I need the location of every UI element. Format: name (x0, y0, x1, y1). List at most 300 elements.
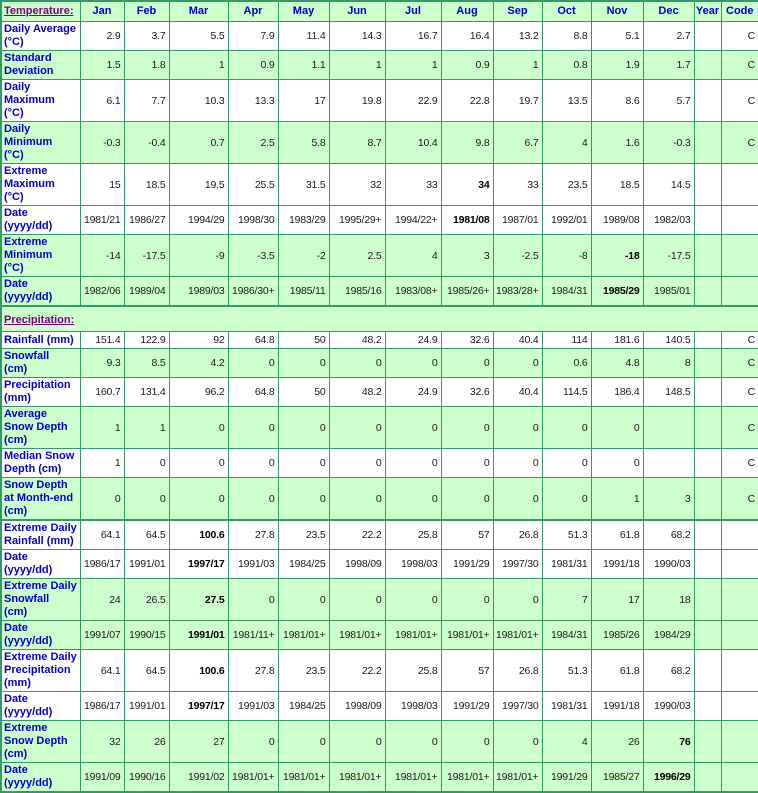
value-cell: 1991/09 (80, 763, 124, 793)
value-cell: 1986/17 (80, 692, 124, 721)
value-cell: 1986/27 (124, 206, 169, 235)
value-cell: 1 (591, 478, 643, 521)
row-snow-depth-month-end (1, 478, 758, 521)
value-cell: 0 (441, 579, 493, 621)
row-standard-deviation (1, 51, 758, 80)
value-cell: 1986/30+ (228, 277, 278, 307)
value-cell: 8.6 (591, 80, 643, 122)
value-cell: 5.1 (591, 22, 643, 51)
row-precipitation (1, 378, 758, 407)
value-cell: 24 (80, 579, 124, 621)
value-cell: 1981/08 (441, 206, 493, 235)
column-header-jul: Jul (385, 1, 441, 22)
value-cell: 1984/31 (542, 621, 591, 650)
code-cell (721, 650, 758, 692)
row-label-daily-minimum: Daily Minimum (°C) (1, 122, 80, 164)
value-cell: 19.8 (329, 80, 385, 122)
column-header-feb: Feb (124, 1, 169, 22)
code-cell (721, 277, 758, 307)
code-cell: C (721, 332, 758, 349)
value-cell: 0 (385, 478, 441, 521)
column-header-code: Code (721, 1, 758, 22)
value-cell: 1981/01+ (329, 763, 385, 793)
value-cell: 1994/29 (169, 206, 228, 235)
value-cell: 13.2 (493, 22, 542, 51)
year-cell (694, 407, 721, 449)
code-cell: C (721, 349, 758, 378)
value-cell: 26 (124, 721, 169, 763)
row-extreme-daily-rainfall-date (1, 550, 758, 579)
value-cell: 0 (228, 579, 278, 621)
year-cell (694, 550, 721, 579)
value-cell: 1991/29 (542, 763, 591, 793)
column-header-may: May (278, 1, 329, 22)
year-cell (694, 579, 721, 621)
value-cell: 48.2 (329, 378, 385, 407)
value-cell: 24.9 (385, 332, 441, 349)
value-cell: 0 (493, 349, 542, 378)
value-cell: 5.7 (643, 80, 694, 122)
column-header-apr: Apr (228, 1, 278, 22)
value-cell: 61.8 (591, 650, 643, 692)
code-cell: C (721, 51, 758, 80)
value-cell: 1981/01+ (441, 621, 493, 650)
value-cell: 1986/17 (80, 550, 124, 579)
value-cell: 1 (80, 449, 124, 478)
value-cell: 2.5 (228, 122, 278, 164)
value-cell: 4 (385, 235, 441, 277)
value-cell: 1995/29+ (329, 206, 385, 235)
value-cell: 0 (278, 407, 329, 449)
row-label-extreme-daily-precipitation-date: Date (yyyy/dd) (1, 692, 80, 721)
value-cell: 0 (385, 579, 441, 621)
value-cell: 1985/16 (329, 277, 385, 307)
row-label-extreme-snow-depth-date: Date (yyyy/dd) (1, 763, 80, 793)
value-cell: 1 (80, 407, 124, 449)
year-cell (694, 763, 721, 793)
value-cell: 22.2 (329, 650, 385, 692)
code-cell (721, 550, 758, 579)
value-cell: 1997/30 (493, 550, 542, 579)
value-cell: 31.5 (278, 164, 329, 206)
value-cell: 151.4 (80, 332, 124, 349)
value-cell: 0 (228, 721, 278, 763)
year-cell (694, 206, 721, 235)
value-cell: 34 (441, 164, 493, 206)
code-cell (721, 235, 758, 277)
value-cell: 2.7 (643, 22, 694, 51)
value-cell: 18.5 (591, 164, 643, 206)
value-cell: -0.4 (124, 122, 169, 164)
value-cell: 0 (441, 478, 493, 521)
value-cell: 1984/25 (278, 550, 329, 579)
code-cell (721, 520, 758, 550)
code-cell: C (721, 122, 758, 164)
value-cell: 0.9 (441, 51, 493, 80)
value-cell: 26.8 (493, 520, 542, 550)
value-cell: 114 (542, 332, 591, 349)
temperature-section-header (1, 1, 80, 22)
row-extreme-daily-precipitation (1, 650, 758, 692)
value-cell: 0 (169, 449, 228, 478)
value-cell: 7 (542, 579, 591, 621)
table-header-row (1, 1, 758, 22)
value-cell: 1 (124, 407, 169, 449)
value-cell: 100.6 (169, 650, 228, 692)
row-extreme-snow-depth-date (1, 763, 758, 793)
value-cell: 1991/02 (169, 763, 228, 793)
value-cell: 7.9 (228, 22, 278, 51)
column-header-aug: Aug (441, 1, 493, 22)
value-cell: 26 (591, 721, 643, 763)
value-cell: 1981/31 (542, 692, 591, 721)
row-label-extreme-minimum: Extreme Minimum (°C) (1, 235, 80, 277)
value-cell: 0 (278, 449, 329, 478)
value-cell: 1991/01 (169, 621, 228, 650)
value-cell: 0 (385, 349, 441, 378)
value-cell: 3.7 (124, 22, 169, 51)
column-header-jun: Jun (329, 1, 385, 22)
value-cell: 0.6 (542, 349, 591, 378)
row-extreme-daily-snowfall-date (1, 621, 758, 650)
code-cell (721, 579, 758, 621)
value-cell: 1981/01+ (278, 621, 329, 650)
value-cell: 33 (493, 164, 542, 206)
row-extreme-maximum-date (1, 206, 758, 235)
year-cell (694, 478, 721, 521)
column-header-mar: Mar (169, 1, 228, 22)
value-cell: 4 (542, 122, 591, 164)
value-cell: 0 (169, 478, 228, 521)
code-cell: C (721, 478, 758, 521)
row-label-extreme-maximum-date: Date (yyyy/dd) (1, 206, 80, 235)
value-cell: 1990/03 (643, 550, 694, 579)
value-cell: 40.4 (493, 378, 542, 407)
value-cell: 13.5 (542, 80, 591, 122)
value-cell: 25.5 (228, 164, 278, 206)
value-cell: -2 (278, 235, 329, 277)
value-cell: 0 (329, 579, 385, 621)
value-cell: 1985/29 (591, 277, 643, 307)
value-cell: 0 (441, 449, 493, 478)
row-snowfall (1, 349, 758, 378)
value-cell: 1994/22+ (385, 206, 441, 235)
value-cell: 0.8 (542, 51, 591, 80)
value-cell: 25.8 (385, 520, 441, 550)
value-cell: 1981/01+ (385, 621, 441, 650)
value-cell: -0.3 (80, 122, 124, 164)
value-cell: 0 (441, 407, 493, 449)
value-cell: -18 (591, 235, 643, 277)
value-cell: -3.5 (228, 235, 278, 277)
value-cell: 4.8 (591, 349, 643, 378)
value-cell: 32 (329, 164, 385, 206)
value-cell: 1981/31 (542, 550, 591, 579)
code-cell (721, 206, 758, 235)
year-cell (694, 22, 721, 51)
value-cell: 0 (278, 579, 329, 621)
column-header-year: Year (694, 1, 721, 22)
value-cell: 27.5 (169, 579, 228, 621)
value-cell: 1992/01 (542, 206, 591, 235)
value-cell (643, 449, 694, 478)
value-cell: 8.8 (542, 22, 591, 51)
value-cell: 1998/09 (329, 550, 385, 579)
value-cell: 0 (542, 478, 591, 521)
row-daily-average (1, 22, 758, 51)
value-cell: 0 (169, 407, 228, 449)
value-cell: 0 (493, 478, 542, 521)
value-cell: 1998/09 (329, 692, 385, 721)
value-cell: 4.2 (169, 349, 228, 378)
value-cell: 0 (278, 478, 329, 521)
row-label-standard-deviation: Standard Deviation (1, 51, 80, 80)
value-cell (643, 407, 694, 449)
value-cell: 1996/29 (643, 763, 694, 793)
value-cell: 23.5 (278, 650, 329, 692)
value-cell: 14.5 (643, 164, 694, 206)
value-cell: 51.3 (542, 520, 591, 550)
row-label-snow-depth-month-end: Snow Depth at Month-end (cm) (1, 478, 80, 521)
value-cell: 4 (542, 721, 591, 763)
year-cell (694, 650, 721, 692)
value-cell: 32.6 (441, 332, 493, 349)
value-cell: 1 (493, 51, 542, 80)
value-cell: 1.8 (124, 51, 169, 80)
value-cell: 50 (278, 332, 329, 349)
value-cell: 13.3 (228, 80, 278, 122)
year-cell (694, 449, 721, 478)
value-cell: 76 (643, 721, 694, 763)
value-cell: 3 (441, 235, 493, 277)
value-cell: 1985/26 (591, 621, 643, 650)
value-cell: 17 (278, 80, 329, 122)
value-cell: 22.2 (329, 520, 385, 550)
value-cell: 1998/30 (228, 206, 278, 235)
value-cell: 14.3 (329, 22, 385, 51)
code-cell: C (721, 407, 758, 449)
value-cell: 1982/03 (643, 206, 694, 235)
year-cell (694, 332, 721, 349)
row-extreme-minimum (1, 235, 758, 277)
value-cell: 64.1 (80, 520, 124, 550)
value-cell: 1981/01+ (385, 763, 441, 793)
value-cell: 51.3 (542, 650, 591, 692)
code-cell: C (721, 378, 758, 407)
code-cell: C (721, 22, 758, 51)
value-cell: 1989/03 (169, 277, 228, 307)
value-cell: 1.6 (591, 122, 643, 164)
row-label-extreme-daily-rainfall-date: Date (yyyy/dd) (1, 550, 80, 579)
value-cell: 160.7 (80, 378, 124, 407)
value-cell: 1991/29 (441, 692, 493, 721)
year-cell (694, 378, 721, 407)
value-cell: 48.2 (329, 332, 385, 349)
value-cell: 1985/11 (278, 277, 329, 307)
row-label-snowfall: Snowfall (cm) (1, 349, 80, 378)
value-cell: 1990/16 (124, 763, 169, 793)
year-cell (694, 122, 721, 164)
row-label-average-snow-depth: Average Snow Depth (cm) (1, 407, 80, 449)
row-extreme-daily-snowfall (1, 579, 758, 621)
value-cell: 1.1 (278, 51, 329, 80)
year-cell (694, 80, 721, 122)
code-cell (721, 763, 758, 793)
value-cell: 0 (278, 721, 329, 763)
value-cell: -17.5 (124, 235, 169, 277)
row-average-snow-depth (1, 407, 758, 449)
code-cell (721, 164, 758, 206)
value-cell: -17.5 (643, 235, 694, 277)
value-cell: 1981/01+ (329, 621, 385, 650)
value-cell: 1989/04 (124, 277, 169, 307)
year-cell (694, 692, 721, 721)
code-cell: C (721, 80, 758, 122)
row-extreme-minimum-date (1, 277, 758, 307)
value-cell: 0 (329, 721, 385, 763)
value-cell: 0 (385, 721, 441, 763)
value-cell: 68.2 (643, 520, 694, 550)
row-extreme-maximum (1, 164, 758, 206)
value-cell: 15 (80, 164, 124, 206)
value-cell: 1981/01+ (493, 621, 542, 650)
column-header-sep: Sep (493, 1, 542, 22)
value-cell: 1983/28+ (493, 277, 542, 307)
value-cell: 27.8 (228, 650, 278, 692)
value-cell: 0 (591, 449, 643, 478)
value-cell: 1987/01 (493, 206, 542, 235)
value-cell: 0 (329, 478, 385, 521)
value-cell: 1991/29 (441, 550, 493, 579)
value-cell: 19.7 (493, 80, 542, 122)
value-cell: 0 (228, 407, 278, 449)
value-cell: 131.4 (124, 378, 169, 407)
value-cell: 7.7 (124, 80, 169, 122)
value-cell: 1982/06 (80, 277, 124, 307)
year-cell (694, 349, 721, 378)
value-cell: 1997/17 (169, 692, 228, 721)
value-cell: 64.8 (228, 378, 278, 407)
value-cell: 140.5 (643, 332, 694, 349)
value-cell: 1990/15 (124, 621, 169, 650)
value-cell: 40.4 (493, 332, 542, 349)
value-cell: 19.5 (169, 164, 228, 206)
value-cell: 57 (441, 520, 493, 550)
value-cell: 16.4 (441, 22, 493, 51)
value-cell: 1 (329, 51, 385, 80)
value-cell: 0.9 (228, 51, 278, 80)
value-cell: 5.8 (278, 122, 329, 164)
row-label-rainfall: Rainfall (mm) (1, 332, 80, 349)
value-cell: 3 (643, 478, 694, 521)
column-header-jan: Jan (80, 1, 124, 22)
value-cell: 186.4 (591, 378, 643, 407)
value-cell: 0 (493, 721, 542, 763)
value-cell: 1985/27 (591, 763, 643, 793)
value-cell: 2.5 (329, 235, 385, 277)
value-cell: 1981/11+ (228, 621, 278, 650)
value-cell: 1991/01 (124, 692, 169, 721)
year-cell (694, 721, 721, 763)
value-cell: 1991/18 (591, 550, 643, 579)
value-cell: 0 (385, 449, 441, 478)
value-cell: 1991/03 (228, 550, 278, 579)
precipitation-section-link[interactable]: Precipitation: (4, 314, 75, 326)
value-cell: 0 (329, 407, 385, 449)
value-cell: 0 (542, 407, 591, 449)
value-cell: 18 (643, 579, 694, 621)
value-cell: 0 (124, 478, 169, 521)
value-cell: 64.1 (80, 650, 124, 692)
value-cell: 5.5 (169, 22, 228, 51)
value-cell: 68.2 (643, 650, 694, 692)
row-extreme-snow-depth (1, 721, 758, 763)
value-cell: 122.9 (124, 332, 169, 349)
value-cell: 25.8 (385, 650, 441, 692)
value-cell: 0 (124, 449, 169, 478)
value-cell: 61.8 (591, 520, 643, 550)
value-cell: 9.3 (80, 349, 124, 378)
value-cell: 22.8 (441, 80, 493, 122)
row-label-extreme-maximum: Extreme Maximum (°C) (1, 164, 80, 206)
value-cell: -8 (542, 235, 591, 277)
value-cell: 1998/03 (385, 550, 441, 579)
value-cell: 92 (169, 332, 228, 349)
value-cell: 64.5 (124, 520, 169, 550)
value-cell: 0 (228, 449, 278, 478)
value-cell: 23.5 (278, 520, 329, 550)
row-extreme-daily-rainfall (1, 520, 758, 550)
value-cell: 1983/29 (278, 206, 329, 235)
value-cell: 1991/03 (228, 692, 278, 721)
value-cell: 1981/01+ (441, 763, 493, 793)
value-cell: 1985/26+ (441, 277, 493, 307)
row-label-extreme-daily-rainfall: Extreme Daily Rainfall (mm) (1, 520, 80, 550)
row-label-extreme-daily-precipitation: Extreme Daily Precipitation (mm) (1, 650, 80, 692)
value-cell: 64.5 (124, 650, 169, 692)
value-cell: 16.7 (385, 22, 441, 51)
value-cell: 1981/01+ (493, 763, 542, 793)
value-cell: 33 (385, 164, 441, 206)
value-cell: 181.6 (591, 332, 643, 349)
value-cell: 1991/18 (591, 692, 643, 721)
value-cell: 10.3 (169, 80, 228, 122)
row-label-extreme-daily-snowfall-date: Date (yyyy/dd) (1, 621, 80, 650)
value-cell: 1997/30 (493, 692, 542, 721)
value-cell: 64.8 (228, 332, 278, 349)
temperature-section-link[interactable]: Temperature: (4, 5, 74, 17)
code-cell (721, 721, 758, 763)
value-cell: 0 (228, 349, 278, 378)
year-cell (694, 235, 721, 277)
value-cell: 0.7 (169, 122, 228, 164)
value-cell: 1.9 (591, 51, 643, 80)
value-cell: 26.5 (124, 579, 169, 621)
value-cell: 32 (80, 721, 124, 763)
row-label-precipitation: Precipitation (mm) (1, 378, 80, 407)
value-cell: 1990/03 (643, 692, 694, 721)
year-cell (694, 277, 721, 307)
value-cell: 1981/01+ (278, 763, 329, 793)
value-cell: 0 (493, 449, 542, 478)
value-cell: 0 (493, 579, 542, 621)
value-cell: 1985/01 (643, 277, 694, 307)
row-label-extreme-minimum-date: Date (yyyy/dd) (1, 277, 80, 307)
column-header-dec: Dec (643, 1, 694, 22)
value-cell: 27 (169, 721, 228, 763)
row-daily-minimum (1, 122, 758, 164)
value-cell: 148.5 (643, 378, 694, 407)
